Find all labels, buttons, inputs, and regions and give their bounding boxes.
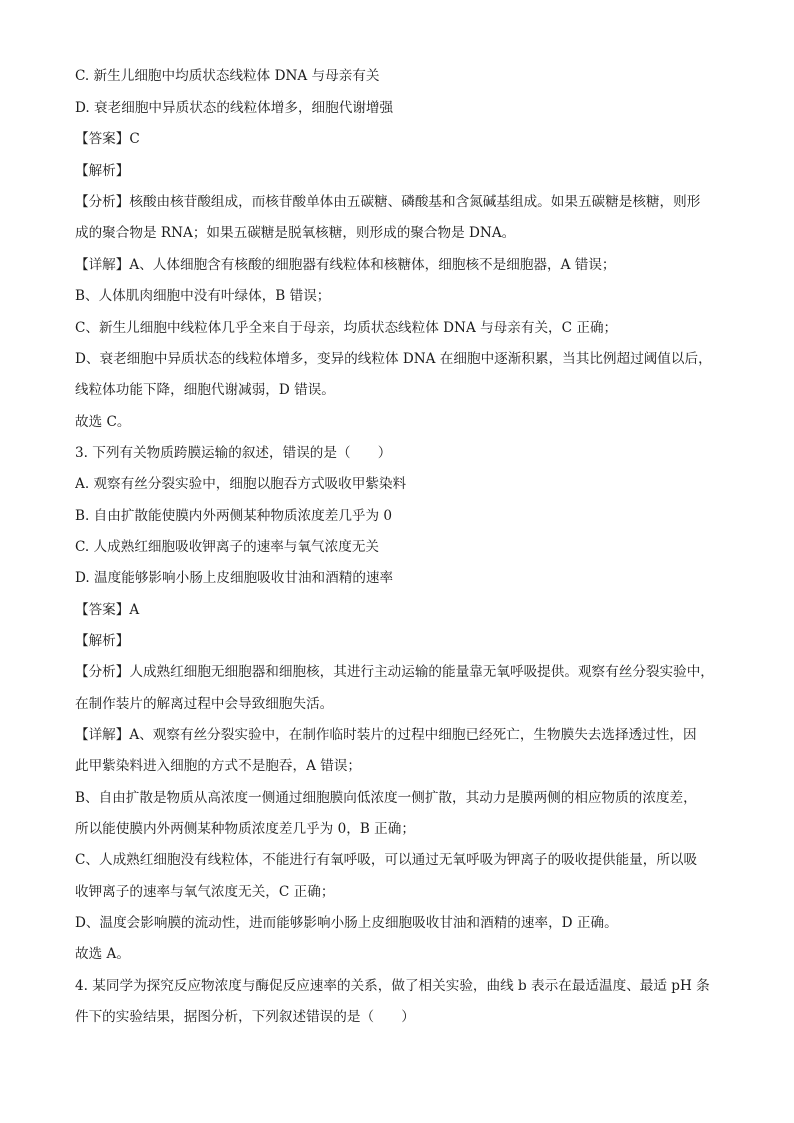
answer-label: 【答案】A — [75, 602, 140, 618]
explanation-line: 所以能使膜内外两侧某种物质浓度差几乎为 0，B 正确； — [75, 821, 415, 837]
question-3-option-d: D. 温度能够影响小肠上皮细胞吸收甘油和酒精的速率 — [75, 570, 394, 586]
question-3-option-c: C. 人成熟红细胞吸收钾离子的速率与氧气浓度无关 — [75, 539, 380, 555]
explanation-line: D、衰老细胞中异质状态的线粒体增多，变异的线粒体 DNA 在细胞中逐渐积累，当其比例超过阈值以后， — [75, 351, 712, 367]
explanation-line: 此甲紫染料进入细胞的方式不是胞吞，A 错误； — [75, 758, 362, 774]
explanation-line: D、温度会影响膜的流动性，进而能够影响小肠上皮细胞吸收甘油和酒精的速率，D 正确。 — [75, 915, 618, 931]
answer-label: 【答案】C — [75, 131, 140, 147]
analysis-paragraph-line: 在制作装片的解离过程中会导致细胞失活。 — [75, 696, 334, 712]
option-d-line: D. 衰老细胞中异质状态的线粒体增多，细胞代谢增强 — [75, 100, 394, 116]
conclusion-line: 故选 C。 — [75, 414, 131, 430]
analysis-paragraph-line: 【分析】人成熟红细胞无细胞器和细胞核，其进行主动运输的能量靠无氧呼吸提供。观察有丝分裂实验中， — [75, 664, 714, 680]
explanation-line: 【详解】A、观察有丝分裂实验中，在制作临时装片的过程中细胞已经死亡，生物膜失去选择透过性，因 — [75, 727, 697, 743]
conclusion-line: 故选 A。 — [75, 946, 130, 962]
question-4-stem-line: 件下的实验结果，据图分析，下列叙述错误的是（ ） — [75, 1009, 415, 1025]
explanation-line: B、自由扩散是物质从高浓度一侧通过细胞膜向低浓度一侧扩散，其动力是膜两侧的相应物质的浓度差， — [75, 790, 697, 806]
analysis-label: 【解析】 — [75, 163, 130, 179]
question-3-option-b: B. 自由扩散能使膜内外两侧某种物质浓度差几乎为 0 — [75, 508, 393, 524]
analysis-paragraph-line: 【分析】核酸由核苷酸组成，而核苷酸单体由五碳糖、磷酸基和含氮碱基组成。如果五碳糖是核糖，则形 — [75, 194, 701, 210]
analysis-label: 【解析】 — [75, 633, 130, 649]
analysis-paragraph-line: 成的聚合物是 RNA；如果五碳糖是脱氧核糖，则形成的聚合物是 DNA。 — [75, 225, 516, 241]
question-4-stem-line: 4. 某同学为探究反应物浓度与酶促反应速率的关系，做了相关实验，曲线 b 表示在最适温度、最适 pH 条 — [75, 978, 710, 994]
explanation-line: B、人体肌肉细胞中没有叶绿体，B 错误； — [75, 288, 331, 304]
question-3-option-a: A. 观察有丝分裂实验中，细胞以胞吞方式吸收甲紫染料 — [75, 476, 407, 492]
option-c-line: C. 新生儿细胞中均质状态线粒体 DNA 与母亲有关 — [75, 68, 380, 84]
explanation-line: 【详解】A、人体细胞含有核酸的细胞器有线粒体和核糖体，细胞核不是细胞器，A 错误； — [75, 257, 616, 273]
explanation-line: C、人成熟红细胞没有线粒体，不能进行有氧呼吸，可以通过无氧呼吸为钾离子的吸收提供能量，所以吸 — [75, 852, 698, 868]
explanation-line: C、新生儿细胞中线粒体几乎全来自于母亲，均质状态线粒体 DNA 与母亲有关，C 正确； — [75, 320, 618, 336]
question-3-stem: 3. 下列有关物质跨膜运输的叙述，错误的是（ ） — [75, 445, 392, 461]
explanation-line: 收钾离子的速率与氧气浓度无关，C 正确； — [75, 884, 335, 900]
explanation-line: 线粒体功能下降，细胞代谢减弱，D 错误。 — [75, 382, 335, 398]
